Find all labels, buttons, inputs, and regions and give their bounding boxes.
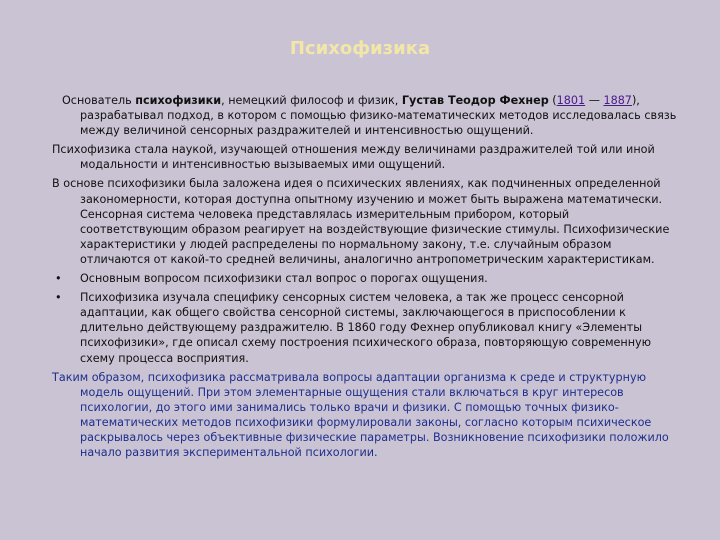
- slide-title: Психофизика: [289, 38, 431, 59]
- paragraph-definition: Психофизика стала наукой, изучающей отношения между величинами раздражителей той или иной модальности и интенсивностью вызываемых ими ощущений.: [52, 143, 655, 172]
- year-link-1887[interactable]: 1887: [603, 94, 632, 107]
- text-span: , немецкий философ и физик,: [221, 94, 402, 107]
- bold-name: Густав Теодор Фехнер: [401, 94, 549, 107]
- bullet-item-thresholds: [52, 271, 677, 286]
- text-span: ), разрабатывал подход, в котором с помощью физико-математических методов исследовалась связь между величиной сенсорных раздражителей и интенсивностью ощущений.: [80, 94, 677, 138]
- bold-term: психофизики: [135, 94, 222, 107]
- paragraph-basis: В основе психофизики была заложена идея о психических явлениях, как подчиненных определенной закономерности, которая доступна опытному изучению и может быть выражена математически. Сенсорная система человека представлялась измерительным прибором, который соответствующим образом реагирует на воздействующие физические стимулы. Психофизические характеристики у людей распределены по нормальному закону, т.е. случайным образом отличаются от какой-то средней величины, аналогично антропометрическим характеристикам.: [52, 177, 670, 266]
- text-span: —: [585, 94, 604, 107]
- year-link-1801[interactable]: 1801: [556, 94, 586, 107]
- bullet-item-adaptation: [52, 290, 677, 365]
- slide-content: [52, 93, 677, 464]
- paragraph-founder: [52, 93, 677, 138]
- paragraph-conclusion: Таким образом, психофизика рассматривала вопросы адаптации организма к среде и структурную модель ощущений. При этом элементарные ощущения стали включаться в круг интересов психологии, до этого ими занимались только врачи и физики. С помощью точных физико-математических методов психофизики формулировали законы, согласно которым психическое раскрывалось через объективные физические параметры. Возникновение психофизики положило начало развития экспериментальной психологии.: [52, 370, 669, 460]
- bullet-text: Психофизика изучала специфику сенсорных систем человека, а так же процесс сенсорной адаптации, как общего свойства сенсорной системы, заключающегося в приспособлении к длительно действующему раздражителю. В 1860 году Фехнер опубликовал книгу «Элементы психофизики», где описал схему построения психического образа, повторяющую современную схему процесса восприятия.: [80, 291, 652, 365]
- text-span: (: [548, 94, 557, 107]
- bullet-icon: •: [55, 291, 62, 305]
- text-span: Основатель: [62, 94, 136, 107]
- bullet-text: Основным вопросом психофизики стал вопрос о порогах ощущения.: [80, 272, 488, 286]
- bullet-icon: •: [55, 272, 62, 286]
